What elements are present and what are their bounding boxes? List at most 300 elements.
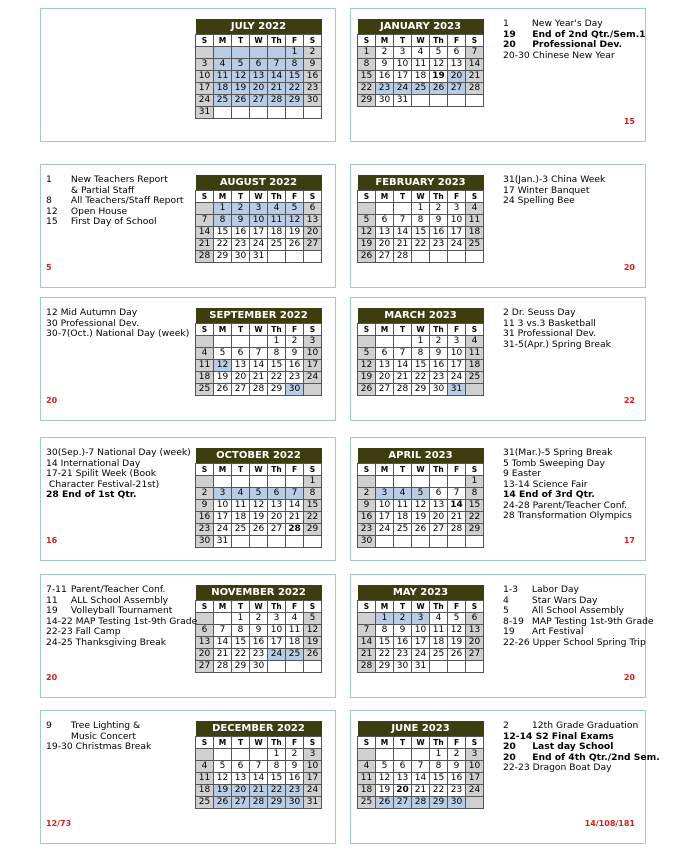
day-cell: 18	[466, 227, 484, 239]
day-cell: 18	[430, 637, 448, 649]
school-day-count: 20	[46, 673, 58, 682]
day-cell: 22	[412, 239, 430, 251]
school-day-count: 20	[623, 263, 635, 272]
day-cell: 13	[430, 500, 448, 512]
day-cell: 25	[430, 649, 448, 661]
day-cell: 22	[214, 239, 232, 251]
day-cell: 1	[412, 203, 430, 215]
event-item	[46, 217, 184, 228]
day-cell: 4	[466, 203, 484, 215]
day-cell: 2	[448, 749, 466, 761]
day-cell: 26	[286, 239, 304, 251]
weekday-header: S	[304, 464, 322, 476]
day-cell: 29	[358, 95, 376, 107]
event-text: Volleyball Tournament	[68, 605, 173, 616]
day-cell: 6	[376, 215, 394, 227]
event-date: 9	[503, 468, 509, 479]
event-date: 22-23	[46, 626, 73, 637]
day-cell	[286, 661, 304, 673]
day-cell	[232, 476, 250, 488]
day-cell: 1	[232, 613, 250, 625]
day-cell: 9	[430, 215, 448, 227]
day-cell: 17	[268, 637, 286, 649]
event-text: End of 2nd Qtr./Sem.1	[529, 28, 646, 40]
day-cell: 16	[358, 512, 376, 524]
day-cell	[448, 476, 466, 488]
day-cell: 12	[430, 59, 448, 71]
day-cell: 7	[196, 215, 214, 227]
month-panel-left	[40, 8, 336, 142]
event-item	[503, 340, 611, 351]
event-date: 1	[503, 18, 509, 29]
day-cell: 20	[376, 372, 394, 384]
day-cell	[412, 476, 430, 488]
weekday-header: F	[286, 601, 304, 613]
weekday-header: S	[358, 35, 376, 47]
school-day-count: 16	[46, 536, 58, 545]
day-cell: 20	[394, 785, 412, 797]
day-cell: 20	[196, 649, 214, 661]
day-cell: 26	[448, 649, 466, 661]
event-text: MAP Testing 1st-9th Grade	[72, 615, 198, 627]
school-day-count: 5	[46, 263, 52, 272]
weekday-header: S	[196, 324, 214, 336]
day-cell: 23	[430, 372, 448, 384]
event-text: Tomb Sweeping Day	[508, 457, 605, 469]
day-cell: 21	[358, 649, 376, 661]
day-cell: 28	[250, 797, 268, 809]
day-cell: 8	[430, 761, 448, 773]
day-cell	[250, 47, 268, 59]
day-cell	[268, 476, 286, 488]
day-cell: 27	[376, 384, 394, 396]
day-cell: 21	[412, 785, 430, 797]
month-title: MAY 2023	[358, 585, 484, 601]
day-cell: 10	[214, 500, 232, 512]
day-cell: 30	[448, 797, 466, 809]
day-cell	[412, 749, 430, 761]
event-date: 19	[46, 605, 58, 616]
day-cell: 11	[268, 215, 286, 227]
day-cell: 11	[394, 500, 412, 512]
weekday-header: T	[394, 601, 412, 613]
event-date: 28	[46, 489, 59, 500]
event-date: 12	[46, 205, 58, 217]
day-cell: 22	[268, 785, 286, 797]
event-text: Music Concert	[68, 730, 136, 742]
day-cell: 28	[286, 524, 304, 536]
day-cell: 23	[196, 524, 214, 536]
day-cell	[250, 107, 268, 119]
day-cell: 13	[448, 59, 466, 71]
day-cell: 3	[412, 613, 430, 625]
day-cell: 30	[394, 661, 412, 673]
day-cell	[466, 797, 484, 809]
day-cell	[304, 107, 322, 119]
day-cell: 1	[412, 336, 430, 348]
day-cell	[412, 95, 430, 107]
month-title: JULY 2022	[196, 19, 322, 35]
day-cell	[466, 536, 484, 548]
day-cell: 28	[394, 384, 412, 396]
day-cell: 5	[358, 348, 376, 360]
day-cell: 30	[376, 95, 394, 107]
weekday-header: M	[376, 601, 394, 613]
day-cell: 11	[466, 348, 484, 360]
day-cell: 25	[466, 239, 484, 251]
day-cell: 14	[250, 773, 268, 785]
month-title: MARCH 2023	[358, 308, 484, 324]
day-cell	[304, 384, 322, 396]
weekday-header: S	[304, 35, 322, 47]
day-cell: 15	[412, 227, 430, 239]
month-title: JUNE 2023	[358, 721, 484, 737]
day-cell	[376, 203, 394, 215]
day-cell: 1	[268, 749, 286, 761]
day-cell: 27	[430, 524, 448, 536]
weekday-header: S	[304, 191, 322, 203]
day-cell: 5	[358, 215, 376, 227]
event-date: 19	[503, 28, 516, 40]
school-day-count: 20	[623, 673, 635, 682]
weekday-header: F	[448, 601, 466, 613]
day-cell: 15	[358, 71, 376, 83]
day-cell	[250, 476, 268, 488]
event-text: End of 1st Qtr.	[58, 489, 137, 500]
day-cell: 12	[214, 773, 232, 785]
weekday-header: Th	[430, 324, 448, 336]
day-cell: 11	[232, 500, 250, 512]
event-item	[503, 763, 660, 774]
event-date: 2	[503, 307, 509, 318]
day-cell: 10	[250, 215, 268, 227]
day-cell: 2	[286, 336, 304, 348]
day-cell: 25	[232, 524, 250, 536]
event-list	[503, 585, 654, 648]
day-cell: 24	[196, 95, 214, 107]
weekday-header: F	[448, 35, 466, 47]
day-cell: 18	[286, 637, 304, 649]
weekday-header: S	[358, 601, 376, 613]
event-text: Spilit Week (Book	[72, 468, 157, 479]
day-cell: 20	[232, 372, 250, 384]
day-cell: 13	[196, 637, 214, 649]
day-cell: 5	[448, 613, 466, 625]
month-title: FEBRUARY 2023	[358, 175, 484, 191]
weekday-header: T	[394, 737, 412, 749]
day-cell: 29	[376, 661, 394, 673]
day-cell	[196, 613, 214, 625]
day-cell: 25	[358, 797, 376, 809]
day-cell	[358, 476, 376, 488]
day-cell: 30	[430, 384, 448, 396]
month-title: DECEMBER 2022	[196, 721, 322, 737]
event-date: 31(Mar.)-5	[503, 447, 551, 458]
day-cell: 9	[250, 625, 268, 637]
event-list	[46, 585, 197, 648]
day-cell: 22	[358, 83, 376, 95]
day-cell: 26	[214, 797, 232, 809]
weekday-header: F	[448, 324, 466, 336]
day-cell: 26	[304, 649, 322, 661]
day-cell: 20	[250, 83, 268, 95]
day-cell: 4	[232, 488, 250, 500]
day-cell: 8	[466, 488, 484, 500]
day-cell: 23	[376, 83, 394, 95]
day-cell: 16	[376, 71, 394, 83]
day-cell: 11	[358, 773, 376, 785]
day-cell: 9	[196, 500, 214, 512]
day-cell: 9	[430, 348, 448, 360]
day-cell	[394, 536, 412, 548]
weekday-header: F	[286, 464, 304, 476]
weekday-header: F	[286, 324, 304, 336]
day-cell	[394, 336, 412, 348]
weekday-header: S	[466, 737, 484, 749]
day-cell: 1	[304, 476, 322, 488]
day-cell: 20	[430, 512, 448, 524]
day-cell: 20	[376, 239, 394, 251]
day-cell: 5	[430, 47, 448, 59]
day-cell: 8	[214, 215, 232, 227]
day-cell: 28	[268, 95, 286, 107]
event-text: Upper School Spring Trip	[529, 636, 646, 648]
event-text: Spring Break	[549, 338, 611, 350]
weekday-header: W	[412, 324, 430, 336]
day-cell: 17	[448, 360, 466, 372]
day-cell	[376, 336, 394, 348]
event-text: Chinese New Year	[529, 49, 615, 61]
day-cell	[232, 536, 250, 548]
day-cell: 29	[214, 251, 232, 263]
day-cell	[358, 613, 376, 625]
day-cell: 29	[286, 95, 304, 107]
day-cell: 14	[214, 637, 232, 649]
day-cell: 4	[358, 761, 376, 773]
event-text: Character Festival-21st)	[46, 478, 160, 490]
month-title: SEPTEMBER 2022	[196, 308, 322, 324]
day-cell: 23	[286, 372, 304, 384]
event-date: 12	[46, 307, 58, 318]
day-cell: 5	[286, 203, 304, 215]
weekday-header: Th	[268, 324, 286, 336]
weekday-header: W	[250, 464, 268, 476]
day-cell	[286, 476, 304, 488]
day-cell	[232, 749, 250, 761]
day-cell: 1	[214, 203, 232, 215]
day-cell: 2	[430, 203, 448, 215]
day-cell: 22	[376, 649, 394, 661]
event-text: Tree Lighting &	[68, 720, 141, 731]
day-cell: 2	[250, 613, 268, 625]
day-cell: 12	[286, 215, 304, 227]
day-cell: 19	[250, 512, 268, 524]
day-cell: 8	[232, 625, 250, 637]
day-cell	[376, 536, 394, 548]
event-date: 31	[503, 328, 515, 339]
day-cell: 15	[412, 360, 430, 372]
day-cell: 14	[394, 360, 412, 372]
day-cell: 6	[448, 47, 466, 59]
event-text: New Teachers Report	[68, 174, 168, 185]
day-cell: 17	[466, 773, 484, 785]
day-cell	[466, 384, 484, 396]
day-cell: 22	[286, 83, 304, 95]
event-text: Open House	[68, 205, 128, 217]
day-cell: 23	[430, 239, 448, 251]
day-cell: 3	[376, 488, 394, 500]
day-cell: 16	[232, 227, 250, 239]
event-text: Professional Dev.	[529, 39, 623, 50]
event-date: 20	[503, 39, 516, 50]
day-cell: 11	[286, 625, 304, 637]
day-cell: 1	[358, 47, 376, 59]
day-cell: 5	[250, 488, 268, 500]
day-cell: 18	[214, 83, 232, 95]
day-cell	[268, 107, 286, 119]
weekday-header: T	[232, 601, 250, 613]
event-text: Professional Dev.	[57, 317, 140, 329]
event-date: 1	[46, 174, 52, 185]
month-calendar	[195, 585, 322, 673]
event-text: Science Fair	[529, 478, 588, 490]
day-cell	[394, 749, 412, 761]
day-cell: 26	[376, 797, 394, 809]
event-date: 5	[503, 605, 509, 616]
day-cell: 2	[358, 488, 376, 500]
day-cell: 12	[232, 71, 250, 83]
day-cell: 16	[250, 637, 268, 649]
school-day-count: 14/108/181	[584, 819, 635, 828]
day-cell: 21	[394, 372, 412, 384]
event-text: Art Festival	[529, 626, 584, 637]
weekday-header: W	[250, 601, 268, 613]
day-cell: 31	[214, 536, 232, 548]
day-cell: 31	[412, 661, 430, 673]
month-calendar	[357, 585, 484, 673]
day-cell: 4	[430, 613, 448, 625]
day-cell: 10	[448, 348, 466, 360]
weekday-header: M	[214, 35, 232, 47]
event-list	[46, 175, 184, 228]
day-cell: 20	[268, 512, 286, 524]
event-date: 31-5(Apr.)	[503, 338, 549, 350]
day-cell	[286, 251, 304, 263]
day-cell	[448, 95, 466, 107]
day-cell: 4	[286, 613, 304, 625]
event-date: 14	[503, 489, 516, 500]
day-cell: 3	[304, 336, 322, 348]
day-cell: 20	[304, 227, 322, 239]
day-cell: 2	[376, 47, 394, 59]
event-text: 3 vs.3 Basketball	[514, 317, 596, 329]
day-cell: 8	[376, 625, 394, 637]
day-cell: 16	[448, 773, 466, 785]
weekday-header: M	[376, 191, 394, 203]
day-cell: 7	[286, 488, 304, 500]
day-cell: 14	[412, 773, 430, 785]
day-cell: 18	[466, 360, 484, 372]
weekday-header: M	[214, 324, 232, 336]
day-cell: 29	[304, 524, 322, 536]
weekday-header: S	[196, 464, 214, 476]
weekday-header: M	[376, 35, 394, 47]
day-cell: 5	[376, 761, 394, 773]
day-cell: 24	[412, 649, 430, 661]
day-cell: 12	[412, 500, 430, 512]
month-panel-right	[350, 164, 646, 288]
month-title: AUGUST 2022	[196, 175, 322, 191]
event-text: End of 3rd Qtr.	[515, 489, 595, 500]
day-cell: 30	[232, 251, 250, 263]
school-day-count: 15	[623, 117, 635, 126]
day-cell: 4	[466, 336, 484, 348]
day-cell: 19	[376, 785, 394, 797]
day-cell: 10	[268, 625, 286, 637]
day-cell: 7	[214, 625, 232, 637]
event-text: China Week	[548, 174, 606, 185]
day-cell: 29	[268, 384, 286, 396]
weekday-header: W	[250, 35, 268, 47]
day-cell: 23	[250, 649, 268, 661]
day-cell: 8	[412, 215, 430, 227]
day-cell: 7	[466, 47, 484, 59]
event-text: Spelling Bee	[514, 195, 575, 206]
day-cell: 9	[304, 59, 322, 71]
day-cell	[412, 251, 430, 263]
day-cell: 11	[196, 773, 214, 785]
day-cell: 28	[358, 661, 376, 673]
day-cell: 24	[304, 785, 322, 797]
day-cell: 7	[448, 488, 466, 500]
day-cell: 20	[466, 637, 484, 649]
weekday-header: W	[412, 737, 430, 749]
weekday-header: F	[286, 191, 304, 203]
weekday-header: S	[358, 191, 376, 203]
event-date: 1-3	[503, 584, 519, 595]
event-list	[46, 721, 151, 753]
day-cell: 27	[196, 661, 214, 673]
day-cell: 19	[232, 83, 250, 95]
day-cell: 21	[466, 71, 484, 83]
day-cell: 21	[286, 512, 304, 524]
weekday-header: T	[394, 464, 412, 476]
weekday-header: Th	[430, 35, 448, 47]
month-panel-right	[350, 8, 646, 142]
day-cell	[232, 107, 250, 119]
day-cell: 13	[376, 227, 394, 239]
event-text: Winter Banquet	[514, 184, 590, 196]
day-cell	[430, 661, 448, 673]
event-text: MAP Testing 1st-9th Grade	[529, 615, 654, 627]
event-item	[46, 490, 191, 501]
weekday-header: Th	[268, 35, 286, 47]
weekday-header: S	[196, 737, 214, 749]
day-cell: 8	[304, 488, 322, 500]
day-cell: 29	[412, 384, 430, 396]
event-date: 22-26	[503, 636, 530, 648]
day-cell	[250, 336, 268, 348]
day-cell	[268, 251, 286, 263]
event-date: 15	[46, 216, 58, 227]
day-cell: 22	[430, 785, 448, 797]
day-cell: 11	[196, 360, 214, 372]
day-cell	[196, 476, 214, 488]
event-text: Last day School	[529, 741, 614, 752]
weekday-header: S	[466, 324, 484, 336]
day-cell: 16	[430, 360, 448, 372]
day-cell: 2	[232, 203, 250, 215]
